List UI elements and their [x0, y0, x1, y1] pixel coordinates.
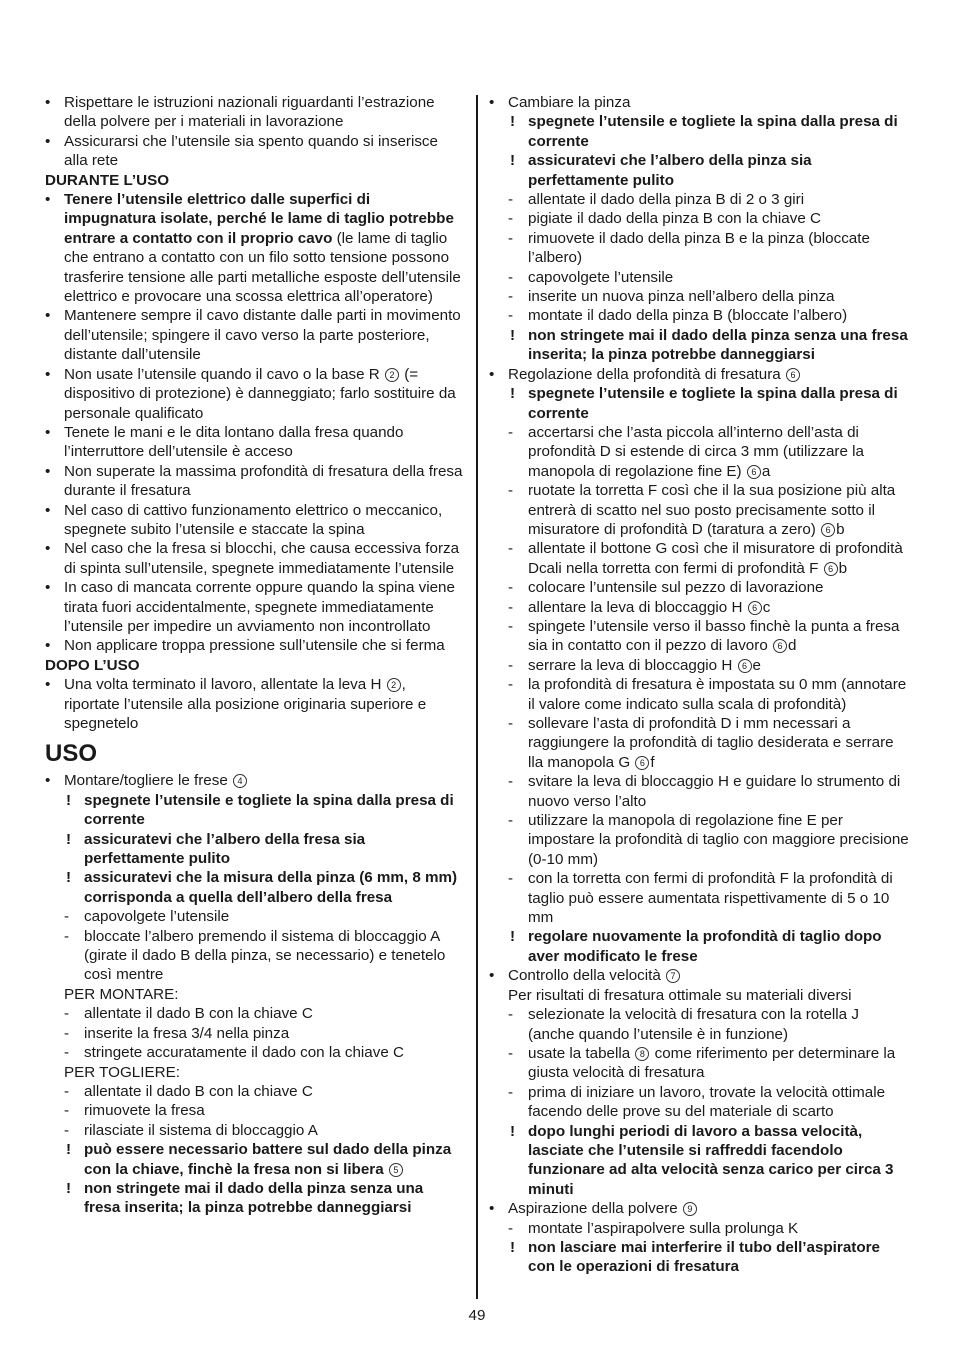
- item-text: regolare nuovamente la profondità di taglio dopo aver modificato le frese: [528, 928, 882, 965]
- item-text: DURANTE L’USO: [45, 171, 170, 189]
- item-text: spegnete l’utensile e togliete la spina dalla presa di corrente: [84, 791, 454, 829]
- item-text: (le lame di taglio che entrano a contatto con un filo sotto tensione possono trasferire tensione alle parti metalliche esposte dell’utensile elettrico e provocare una scossa elettrica all’operatore): [64, 229, 461, 306]
- item-text: PER TOGLIERE:: [64, 1063, 180, 1081]
- item-text: Nel caso che la fresa si blocchi, che causa eccessiva forza di spinta sull’utensile, spegnete immediatamente l’utensile: [64, 540, 460, 577]
- item-text: Regolazione della profondità di fresatura: [508, 365, 781, 383]
- dash-item: [489, 268, 909, 287]
- dash-item: [45, 1024, 463, 1043]
- item-text: rilasciate il sistema di bloccaggio A: [84, 1121, 318, 1139]
- bullet-item: [489, 93, 909, 112]
- figure-ref-icon: 6: [824, 562, 838, 576]
- figure-ref-icon: 7: [666, 969, 680, 983]
- section-heading: [45, 656, 463, 675]
- figure-ref-icon: 9: [683, 1202, 697, 1216]
- dash-item: [45, 1004, 463, 1023]
- dash-item: [489, 811, 909, 869]
- bullet-item: [45, 578, 463, 636]
- item-text: capovolgete l’utensile: [84, 908, 230, 926]
- figure-ref-icon: 4: [233, 774, 247, 788]
- item-text: sollevare l’asta di profondità D i mm necessari a raggiungere la profondità di taglio desiderata e serrare lla manopola G: [528, 715, 894, 771]
- item-text: Tenete le mani e le dita lontano dalla fresa quando l’interruttore dell’utensile è acceso: [64, 423, 404, 461]
- item-text: prima di iniziare un lavoro, trovate la velocità ottimale facendo delle prove su del materiale di scarto: [528, 1083, 886, 1121]
- item-suffix: come riferimento per determinare la giusta velocità di fresatura: [528, 1044, 896, 1082]
- bullet-item: [45, 675, 463, 733]
- item-text: assicuratevi che la misura della pinza (6 mm, 8 mm) corrisponda a quella dell’albero della fresa: [84, 869, 458, 906]
- item-text: spegnete l’utensile e togliete la spina dalla presa di corrente: [528, 385, 898, 422]
- bullet-item: [45, 539, 463, 578]
- item-suffix: f: [650, 753, 655, 771]
- dash-item: [489, 539, 909, 578]
- item-text: Cambiare la pinza: [508, 94, 631, 111]
- figure-ref-icon: 6: [773, 639, 787, 653]
- dash-item: [489, 209, 909, 228]
- item-text: accertarsi che l’asta piccola all’interno dell’asta di profondità D si estende di circa 3 mm (utilizzare la manopola di regolazione fine E): [528, 423, 864, 480]
- warning-item: [489, 326, 909, 365]
- bullet-item: [45, 132, 463, 171]
- dash-item: [489, 306, 909, 325]
- item-text: colocare l’untensile sul pezzo di lavorazione: [528, 579, 824, 597]
- warning-item: [45, 868, 463, 907]
- warning-item: [489, 112, 909, 151]
- item-suffix: (= dispositivo di protezione) è danneggiato; farlo sostituire da personale qualificato: [64, 365, 456, 422]
- item-text: Non applicare troppa pressione sull’utensile che si ferma: [64, 637, 445, 655]
- item-text: spingete l’utensile verso il basso finchè la punta a fresa sia in contatto con il pezzo di lavoro: [528, 617, 900, 655]
- item-text: Controllo della velocità: [508, 967, 661, 985]
- item-suffix: b: [836, 520, 845, 538]
- item-suffix: e: [752, 656, 761, 674]
- warning-item: [489, 927, 909, 966]
- warning-item: [45, 791, 463, 830]
- item-text: rimuovete il dado della pinza B e la pinza (bloccate l’albero): [528, 229, 870, 267]
- item-text: PER MONTARE:: [64, 985, 179, 1003]
- dash-item: [489, 481, 909, 539]
- bullet-item: [45, 462, 463, 501]
- figure-ref-icon: 6: [821, 523, 835, 537]
- dash-item: [45, 1121, 463, 1140]
- figure-ref-icon: 2: [387, 678, 401, 692]
- bullet-item: [45, 93, 463, 132]
- item-text: Per risultati di fresatura ottimale su materiali diversi: [508, 986, 852, 1004]
- dash-item: [489, 1219, 909, 1238]
- item-text: non stringete mai il dado della pinza senza una fresa inserita; la pinza potrebbe danneggiarsi: [84, 1179, 424, 1217]
- item-text: assicuratevi che l’albero della pinza sia perfettamente pulito: [528, 152, 812, 189]
- item-text: capovolgete l’utensile: [528, 268, 674, 286]
- bullet-item: [45, 306, 463, 364]
- item-suffix: b: [838, 559, 848, 577]
- item-text: spegnete l’utensile e togliete la spina dalla presa di corrente: [528, 113, 898, 150]
- warning-item: [45, 1140, 463, 1179]
- item-text: inserite un nuova pinza nell’albero della pinza: [528, 288, 835, 306]
- item-text: Non superate la massima profondità di fresatura della fresa durante il fresatura: [64, 462, 463, 500]
- bullet-item: [45, 190, 463, 306]
- item-text: inserite la fresa 3/4 nella pinza: [84, 1024, 290, 1042]
- item-text: assicuratevi che l’albero della fresa sia perfettamente pulito: [84, 830, 366, 868]
- dash-item: [489, 190, 909, 209]
- item-text: Montare/togliere le frese: [64, 772, 228, 790]
- item-text: allentate il dado B con la chiave C: [84, 1082, 313, 1100]
- column-divider: [476, 95, 478, 1299]
- dash-item: [489, 869, 909, 927]
- text-line: [45, 1063, 463, 1082]
- item-text: Nel caso di cattivo funzionamento elettrico o meccanico, spegnete subito l’utensile e staccate la spina: [64, 501, 443, 538]
- dash-item: [489, 1083, 909, 1122]
- item-text: allentate il dado della pinza B di 2 o 3 giri: [528, 191, 805, 209]
- bold-text: Tenere l’utensile elettrico dalle superfici di impugnatura isolate, perché le lame di taglio potrebbe entrare a contatto con il proprio cavo: [64, 191, 454, 247]
- item-text: Mantenere sempre il cavo distante dalle parti in movimento dell’utensile; spingere il cavo verso la parte posteriore, distante dall’utensile: [64, 307, 461, 364]
- page-number: 49: [468, 1307, 486, 1324]
- bullet-item: [489, 966, 909, 985]
- item-text: non lasciare mai interferire il tubo dell’aspiratore con le operazioni di fresatura: [528, 1238, 880, 1276]
- item-text: montate l’aspirapolvere sulla prolunga K: [528, 1219, 799, 1237]
- dash-item: [489, 423, 909, 481]
- item-text: dopo lunghi periodi di lavoro a bassa velocità, lasciate che l’utensile si raffreddi facendolo funzionare ad alta velocità senza carico per circa 3 minuti: [528, 1122, 894, 1198]
- warning-item: [489, 1238, 909, 1277]
- bullet-item: [45, 365, 463, 423]
- item-text: con la torretta con fermi di profondità F la profondità di taglio può essere aumentata rispettivamente di 5 o 10 mm: [528, 870, 893, 927]
- section-heading: [45, 171, 463, 190]
- item-text: selezionate la velocità di fresatura con la rotella J (anche quando l’utensile è in funzione): [528, 1006, 859, 1043]
- bullet-item: [45, 501, 463, 540]
- bullet-item: [489, 365, 909, 384]
- dash-item: [489, 287, 909, 306]
- item-text: montate il dado della pinza B (bloccate l’albero): [528, 307, 848, 325]
- warning-item: [489, 1122, 909, 1200]
- figure-ref-icon: 8: [635, 1047, 649, 1061]
- item-text: può essere necessario battere sul dado della pinza con la chiave, finchè la fresa non si libera: [84, 1141, 452, 1178]
- item-text: svitare la leva di bloccaggio H e guidare lo strumento di nuovo verso l’alto: [528, 773, 901, 810]
- dash-item: [489, 772, 909, 811]
- dash-item: [45, 1043, 463, 1062]
- dash-item: [489, 714, 909, 772]
- item-text: ruotate la torretta F così che il la sua posizione più alta entrerà di scatto nel suo posto precisamente sotto il misuratore di profondità D (taratura a zero): [528, 482, 896, 538]
- item-text: stringete accuratamente il dado con la chiave C: [84, 1044, 404, 1062]
- item-text: usate la tabella: [528, 1044, 631, 1062]
- dash-item: [489, 656, 909, 675]
- item-text: Aspirazione della polvere: [508, 1200, 678, 1218]
- warning-item: [45, 830, 463, 869]
- dash-item: [489, 675, 909, 714]
- warning-item: [45, 1179, 463, 1218]
- bullet-item: [489, 1199, 909, 1218]
- bullet-item: [45, 636, 463, 655]
- warning-item: [489, 384, 909, 423]
- warning-item: [489, 151, 909, 190]
- item-suffix: d: [788, 637, 797, 655]
- dash-item: [45, 1082, 463, 1101]
- item-text: In caso di mancata corrente oppure quando la spina viene tirata fuori accidentalmente, spegnete immediatamente l’utensile per impedire un avviamento non incontrollato: [64, 579, 455, 635]
- item-text: Assicurarsi che l’utensile sia spento quando si inserisce alla rete: [64, 132, 438, 170]
- item-suffix: c: [762, 598, 771, 616]
- dash-item: [45, 1101, 463, 1120]
- bullet-item: [45, 423, 463, 462]
- item-suffix: a: [761, 462, 771, 480]
- figure-ref-icon: 5: [389, 1163, 403, 1177]
- item-text: USO: [45, 740, 98, 768]
- dash-item: [489, 1044, 909, 1083]
- figure-ref-icon: 2: [385, 368, 399, 382]
- text-line: [489, 986, 909, 1005]
- figure-ref-icon: 6: [738, 659, 752, 673]
- item-text: DOPO L’USO: [45, 656, 140, 674]
- item-text: serrare la leva di bloccaggio H: [528, 656, 733, 674]
- item-text: Non usate l’utensile quando il cavo o la base R: [64, 365, 380, 383]
- item-text: bloccate l’albero premendo il sistema di bloccaggio A (girate il dado B della pinza, se necessario) e tenetelo così mentre: [84, 927, 446, 984]
- item-text: Una volta terminato il lavoro, allentate la leva H: [64, 676, 382, 694]
- figure-ref-icon: 6: [635, 756, 649, 770]
- figure-ref-icon: 6: [747, 465, 761, 479]
- item-text: allentate il dado B con la chiave C: [84, 1005, 313, 1023]
- figure-ref-icon: 6: [786, 368, 800, 382]
- figure-ref-icon: 6: [748, 601, 762, 615]
- text-line: [45, 985, 463, 1004]
- dash-item: [489, 598, 909, 617]
- right-column: [489, 93, 909, 1277]
- item-text: utilizzare la manopola di regolazione fine E per impostare la profondità di taglio con maggiore precisione (0-10 mm): [528, 812, 909, 868]
- chapter-title: [45, 740, 463, 768]
- item-suffix: , riportate l’utensile alla posizione originaria superiore e spegnetelo: [64, 676, 427, 732]
- dash-item: [489, 617, 909, 656]
- item-text: allentare la leva di bloccaggio H: [528, 598, 743, 616]
- item-text: rimuovete la fresa: [84, 1102, 205, 1120]
- left-column: [45, 93, 463, 1218]
- item-text: allentate il bottone G così che il misuratore di profondità Dcali nella torretta con fermi di profondità F: [528, 540, 903, 577]
- item-text: non stringete mai il dado della pinza senza una fresa inserita; la pinza potrebbe danneggiarsi: [528, 326, 908, 364]
- dash-item: [45, 907, 463, 926]
- item-text: pigiate il dado della pinza B con la chiave C: [528, 210, 821, 228]
- bullet-item: [45, 771, 463, 790]
- dash-item: [489, 1005, 909, 1044]
- dash-item: [45, 927, 463, 985]
- item-text: Rispettare le istruzioni nazionali riguardanti l’estrazione della polvere per i materiali in lavorazione: [64, 94, 435, 131]
- dash-item: [489, 578, 909, 597]
- item-text: la profondità di fresatura è impostata su 0 mm (annotare il valore come indicato sulla scala di profondità): [528, 676, 907, 713]
- dash-item: [489, 229, 909, 268]
